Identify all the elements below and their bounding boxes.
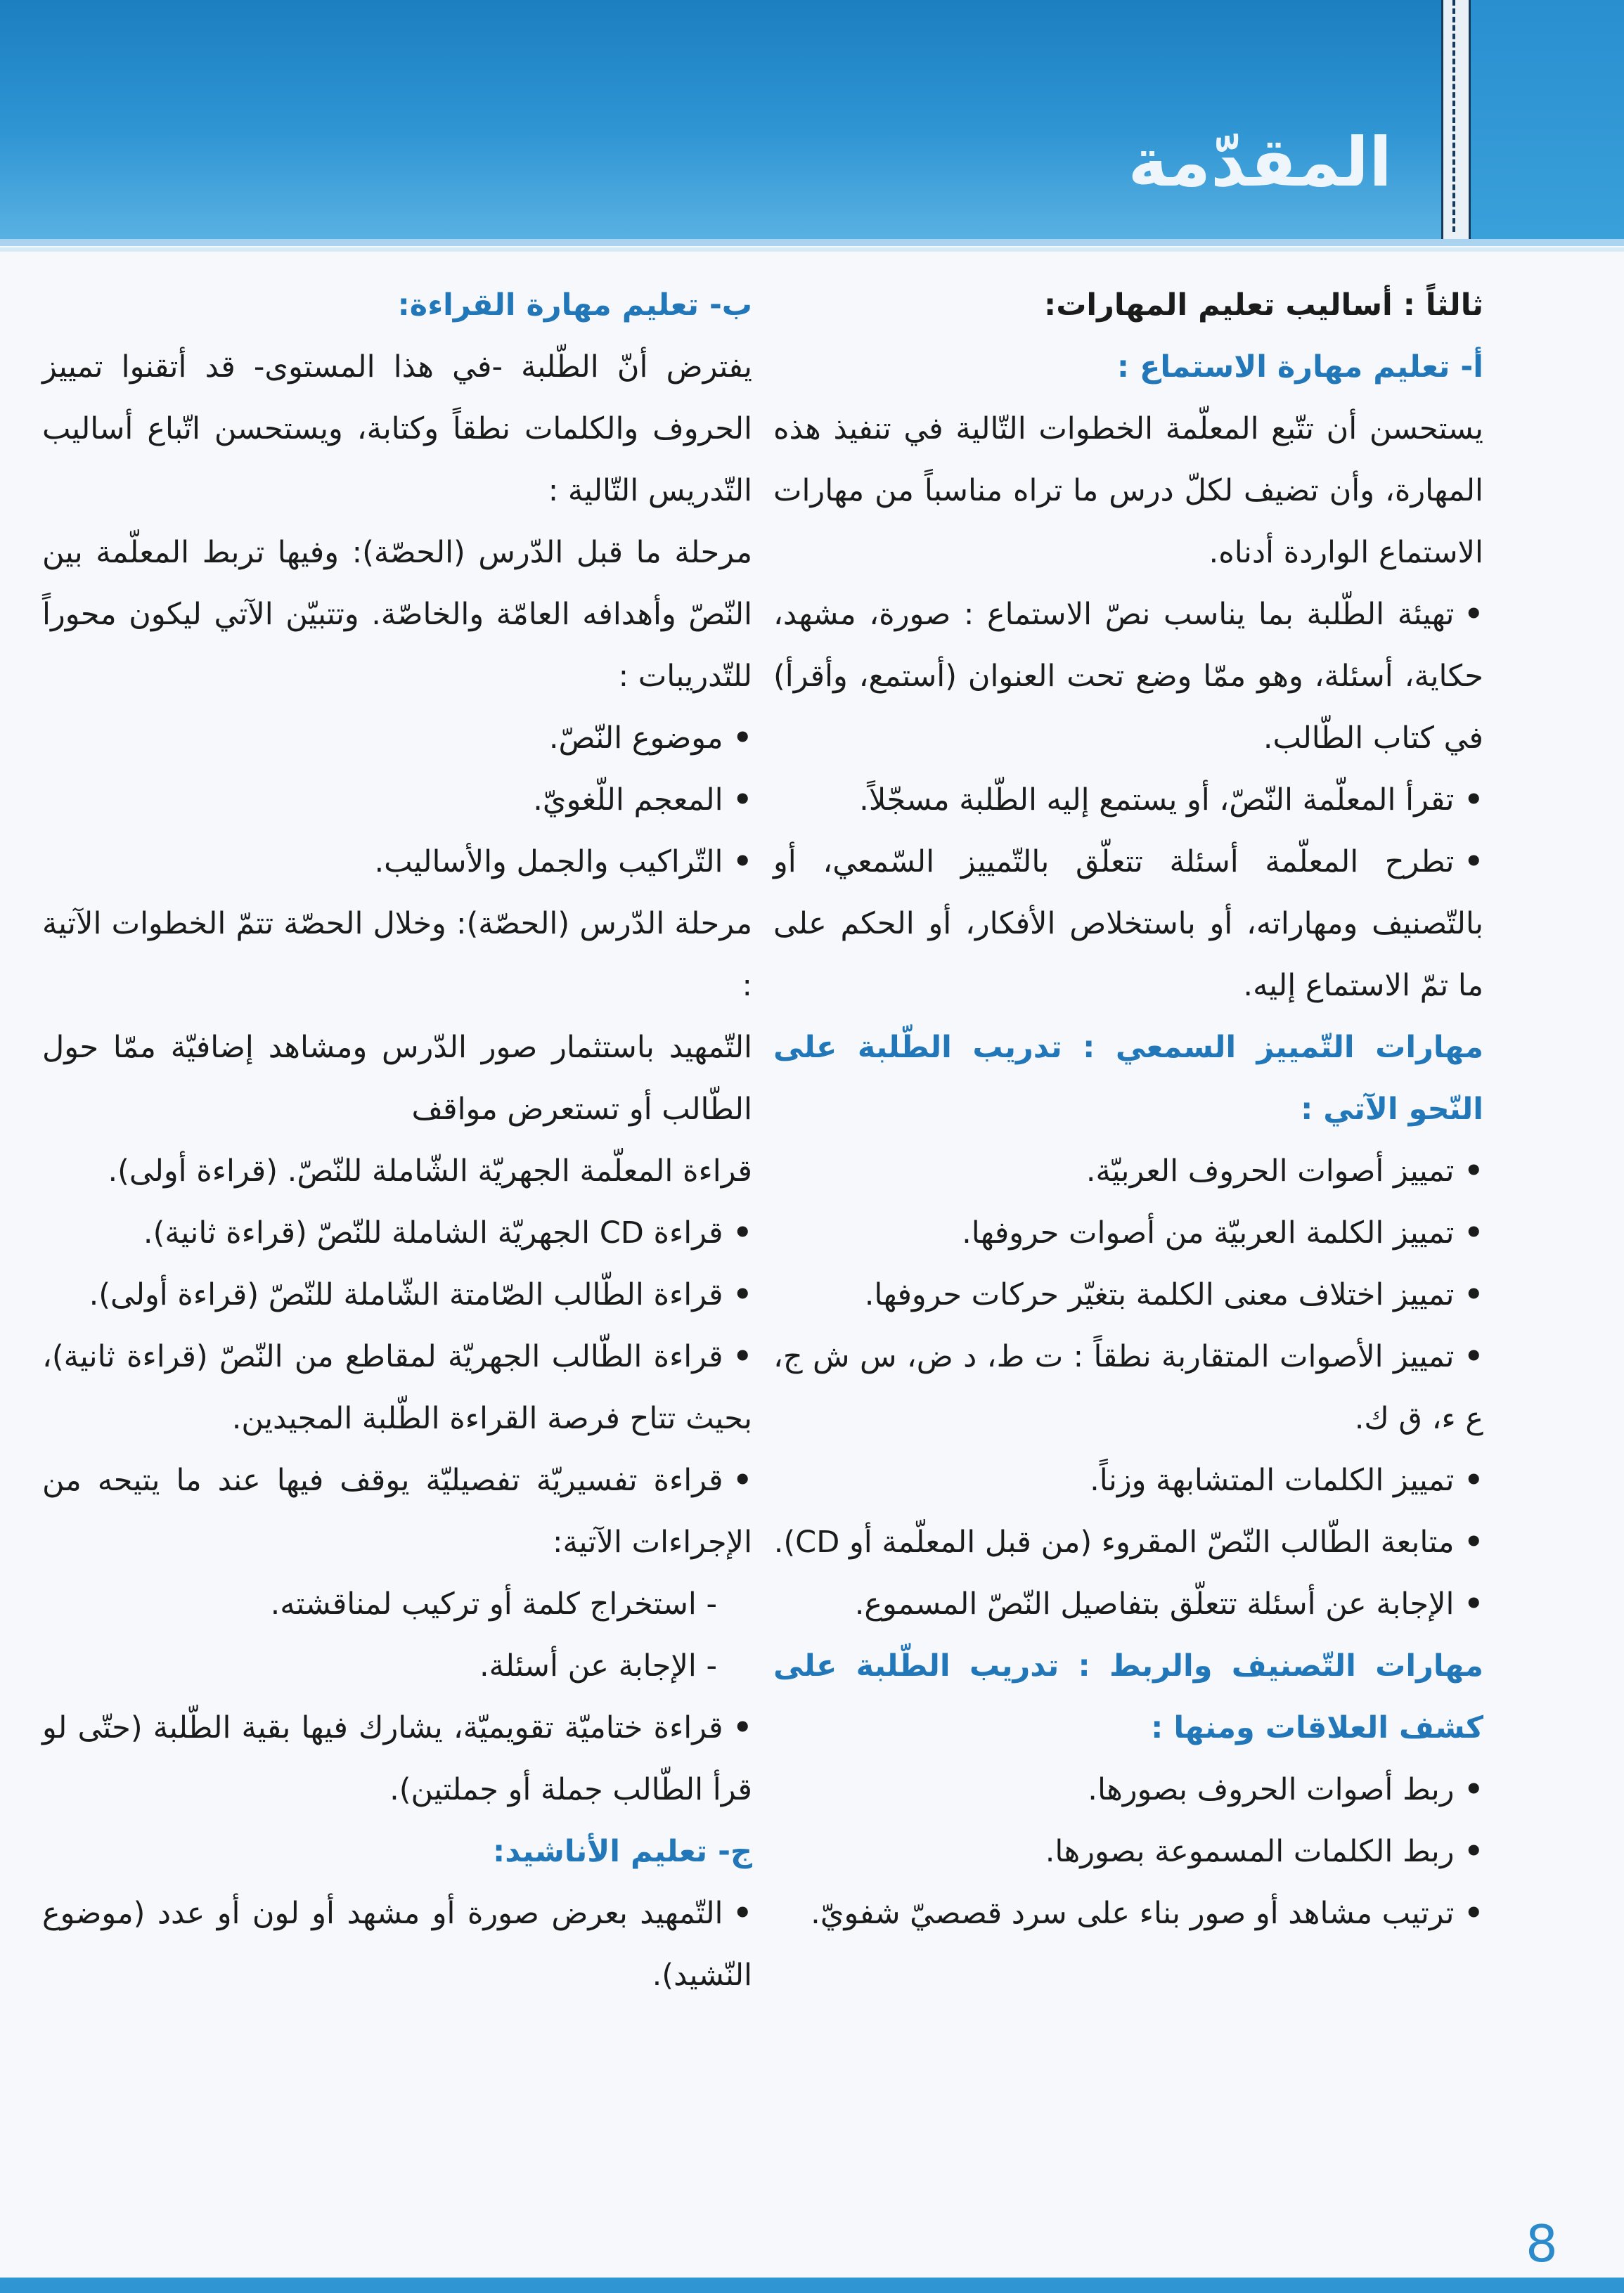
dash-item: - استخراج كلمة أو تركيب لمناقشته. <box>42 1573 752 1635</box>
bullet-item: • قراءة الطّالب الصّامتة الشّاملة للنّصّ (قراءة أولى). <box>42 1264 752 1326</box>
header-stripe-light <box>0 247 1624 252</box>
stitch-line <box>1452 0 1455 232</box>
bullet-item: • تهيئة الطّلبة بما يناسب نصّ الاستماع : صورة، مشهد، حكاية، أسئلة، وهو ممّا وضع تحت العنوان (أستمع، وأقرأ) في كتاب الطّالب. <box>773 583 1483 769</box>
page-number: 8 <box>1526 2214 1558 2273</box>
left-column <box>42 274 752 2006</box>
bullet-item: • تمييز الكلمات المتشابهة وزناً. <box>773 1449 1483 1511</box>
section-heading: ثالثاً : أساليب تعليم المهارات: <box>1044 288 1483 323</box>
bullet-item: • قراءة الطّالب الجهريّة لمقاطع من النّصّ (قراءة ثانية)، بحيث تتاح فرصة القراءة الطّلبة المجيدين. <box>42 1326 752 1449</box>
subsection-heading: أ- تعليم مهارة الاستماع : <box>1116 349 1483 385</box>
bullet-item: • تمييز اختلاف معنى الكلمة بتغيّر حركات حروفها. <box>773 1264 1483 1326</box>
bullet-item: • التّمهيد بعرض صورة أو مشهد أو لون أو عدد (موضوع النّشيد). <box>42 1882 752 2006</box>
bullet-item: • موضوع النّصّ. <box>42 707 752 769</box>
paragraph: يفترض أنّ الطّلبة -في هذا المستوى- قد أتقنوا تمييز الحروف والكلمات نطقاً وكتابة، ويستحسن اتّباع أساليب التّدريس التّالية : <box>42 349 752 508</box>
paragraph: التّمهيد باستثمار صور الدّرس ومشاهد إضافيّة ممّا حول الطّالب أو تستعرض مواقف <box>42 1030 752 1127</box>
bullet-item: • قراءة ختاميّة تقويميّة، يشارك فيها بقية الطّلبة (حتّى لو قرأ الطّالب جملة أو جملتين). <box>42 1697 752 1821</box>
bullet-item: • قراءة CD الجهريّة الشاملة للنّصّ (قراءة ثانية). <box>42 1202 752 1264</box>
header-stripe <box>0 239 1624 246</box>
bullet-item: • تمييز الكلمة العربيّة من أصوات حروفها. <box>773 1202 1483 1264</box>
paragraph: يستحسن أن تتّبع المعلّمة الخطوات التّالية في تنفيذ هذه المهارة، وأن تضيف لكلّ درس ما تراه مناسباً من مهارات الاستماع الواردة أدناه. <box>773 411 1483 570</box>
paragraph: مرحلة الدّرس (الحصّة): وخلال الحصّة تتمّ الخطوات الآتية : <box>42 906 752 1003</box>
bullet-item: • تقرأ المعلّمة النّصّ، أو يستمع إليه الطّلبة مسجّلاً. <box>773 769 1483 831</box>
subsection-heading: ج- تعليم الأناشيد: <box>493 1834 752 1869</box>
dash-item: - الإجابة عن أسئلة. <box>42 1635 752 1697</box>
footer-bar <box>0 2278 1624 2293</box>
paragraph: مرحلة ما قبل الدّرس (الحصّة): وفيها تربط المعلّمة بين النّصّ وأهدافه العامّة والخاصّة. وتتبيّن الآتي ليكون محوراً للتّدريبات : <box>42 535 752 694</box>
paragraph: قراءة المعلّمة الجهريّة الشّاملة للنّصّ. (قراءة أولى). <box>108 1154 752 1189</box>
subsection-heading: مهارات التّصنيف والربط : تدريب الطّلبة على كشف العلاقات ومنها : <box>773 1648 1483 1745</box>
bullet-item: • التّراكيب والجمل والأساليب. <box>42 831 752 893</box>
bullet-item: • ربط أصوات الحروف بصورها. <box>773 1759 1483 1821</box>
bullet-item: • متابعة الطّالب النّصّ المقروء (من قبل المعلّمة أو CD). <box>773 1511 1483 1573</box>
bullet-item: • تمييز أصوات الحروف العربيّة. <box>773 1140 1483 1202</box>
subsection-heading: مهارات التّمييز السمعي : تدريب الطّلبة على النّحو الآتي : <box>773 1030 1483 1127</box>
bullet-item: • تمييز الأصوات المتقاربة نطقاً : ت ط، د ض، س ش ج، ع ء، ق ك. <box>773 1326 1483 1449</box>
bullet-item: • ربط الكلمات المسموعة بصورها. <box>773 1821 1483 1882</box>
page-title: المقدّمة <box>1128 123 1392 202</box>
bullet-item: • قراءة تفسيريّة تفصيليّة يوقف فيها عند ما يتيحه من الإجراءات الآتية: <box>42 1449 752 1573</box>
header-band <box>0 0 1624 239</box>
bullet-item: • تطرح المعلّمة أسئلة تتعلّق بالتّمييز السّمعي، أو بالتّصنيف ومهاراته، أو باستخلاص الأفكار، أو الحكم على ما تمّ الاستماع إليه. <box>773 831 1483 1016</box>
bullet-item: • المعجم اللّغويّ. <box>42 769 752 831</box>
header-right-strip <box>1471 0 1624 239</box>
subsection-heading: ب- تعليم مهارة القراءة: <box>397 288 752 323</box>
right-column <box>773 274 1483 1944</box>
bullet-item: • الإجابة عن أسئلة تتعلّق بتفاصيل النّصّ المسموع. <box>773 1573 1483 1635</box>
bullet-item: • ترتيب مشاهد أو صور بناء على سرد قصصيّ شفويّ. <box>773 1882 1483 1944</box>
binding-spine <box>1441 0 1471 239</box>
